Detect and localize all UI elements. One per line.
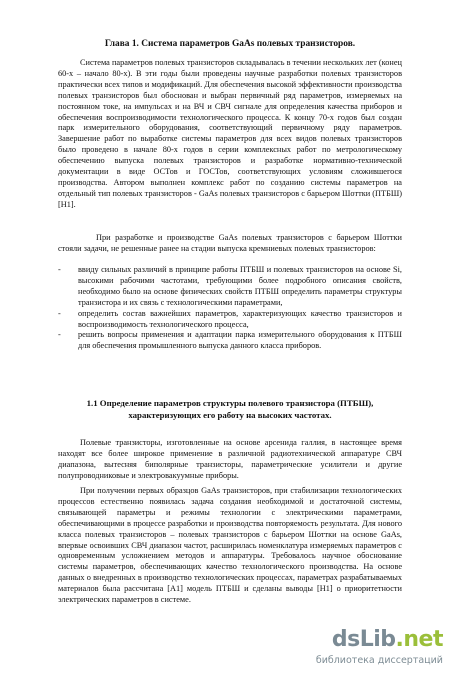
list-item [58,330,402,352]
section-paragraph-1: Полевые транзисторы, изготовленные на основе арсенида галлия, в настоящее время находят все более широкое применение в различной радиотехнической аппаратуре СВЧ диапазона, вытесняя биполярные транзисторы, параметрические усилители и другие полупроводниковые и электровакуумные приборы. [58,438,402,480]
list-item [58,265,402,309]
list-item [58,309,402,331]
logo-suffix: .net [395,627,443,652]
dslib-watermark [315,627,443,672]
list-item-text: определить состав важнейших параметров, характеризующих качество транзисторов и воспроизводимость технологического процесса, [78,308,402,329]
bullet-marker: - [58,308,61,318]
intro-paragraph: Система параметров полевых транзисторов складывалась в течении нескольких лет (конец 60-х – начало 80-х). В эти годы были проведены научные разработки полевых транзисторов практически всех типов и модификаций. Для обеспечения высокой эффективности производства полевых транзисторов был обоснован и выбран первичный ряд параметров, измеряемых на постоянном токе, на импульсах и на ВЧ и СВЧ сигнале для определения качества приборов и обеспечения воспроизводимости технологического процесса. К концу 70-х годов был создан парк измерительного оборудования, соответствующий первичному ряду параметров. Завершение работ по выработке системы параметров для всех видов полевых транзисторов было проведено в начале 80-х годов в серии комплексных работ по метрологическому обеспечению выпуска полевых транзисторов и разработке нормативно-технической документации в виде ОСТов и ГОСТов, соответствующих условиям сложившегося производства. Автором выполнен комплекс работ по созданию системы параметров на отдельный тип полевых транзисторов - GaAs полевых транзисторов с барьером Шоттки (ПТБШ) [Н1]. [58,58,402,209]
tasks-list [58,265,402,352]
logo-prefix: dsLib [331,627,396,652]
section-paragraph-2: При получении первых образцов GaAs транзисторов, при стабилизации технологических процессов естественно появилась задача создания необходимой и достаточной системы, связывающей параметры и режимы технологии с электрическими параметрами, обеспечивающими в процессе разработки и производства повторяемость результата. Для нового класса полевых транзисторов – полевых транзисторов с барьером Шоттки на основе GaAs, впервые освоивших СВЧ диапазон частот, расширилась номенклатура измеряемых параметров с одновременным усложнением методов и аппаратуры. Требовалось научное обоснование системы параметров, обеспечивающих качество технологического производства. На основе данных о внедренных в производство технологических процессах, параметрах разрабатываемых материалов была рассчитана [А1] модель ПТБШ и сделаны выводы [Н1] о приоритетности электрических параметров в системе. [58,486,402,605]
list-item-text: решить вопросы применения и адаптации парка измерительного оборудования к ПТБШ для обеспечения промышленного выпуска данного класса приборов. [78,330,402,351]
watermark-subtitle: библиотека диссертаций [315,655,443,666]
bullet-marker: - [58,265,61,274]
section-title: 1.1 Определение параметров структуры полевого транзистора (ПТБШ), характеризующих его работу на высоких частотах. [86,398,374,420]
dslib-logo [332,628,443,652]
tasks-intro-paragraph: При разработке и производстве GaAs полевых транзисторов с барьером Шоттки стояли задачи, не решенные ранее на стадии выпуска кремниевых полевых транзисторов: [58,233,402,253]
list-item-text: ввиду сильных различий в принципе работы ПТБШ и полевых транзисторов на основе Si, высокими рабочими частотами, требующими более подробного описания свойств, необходимо было на основе физических свойств ПТБШ определить параметры структуры транзистора и их связь с технологическими параметрами, [78,265,402,307]
bullet-marker: - [58,330,61,340]
chapter-title: Глава 1. Система параметров GaAs полевых транзисторов. [104,39,356,49]
